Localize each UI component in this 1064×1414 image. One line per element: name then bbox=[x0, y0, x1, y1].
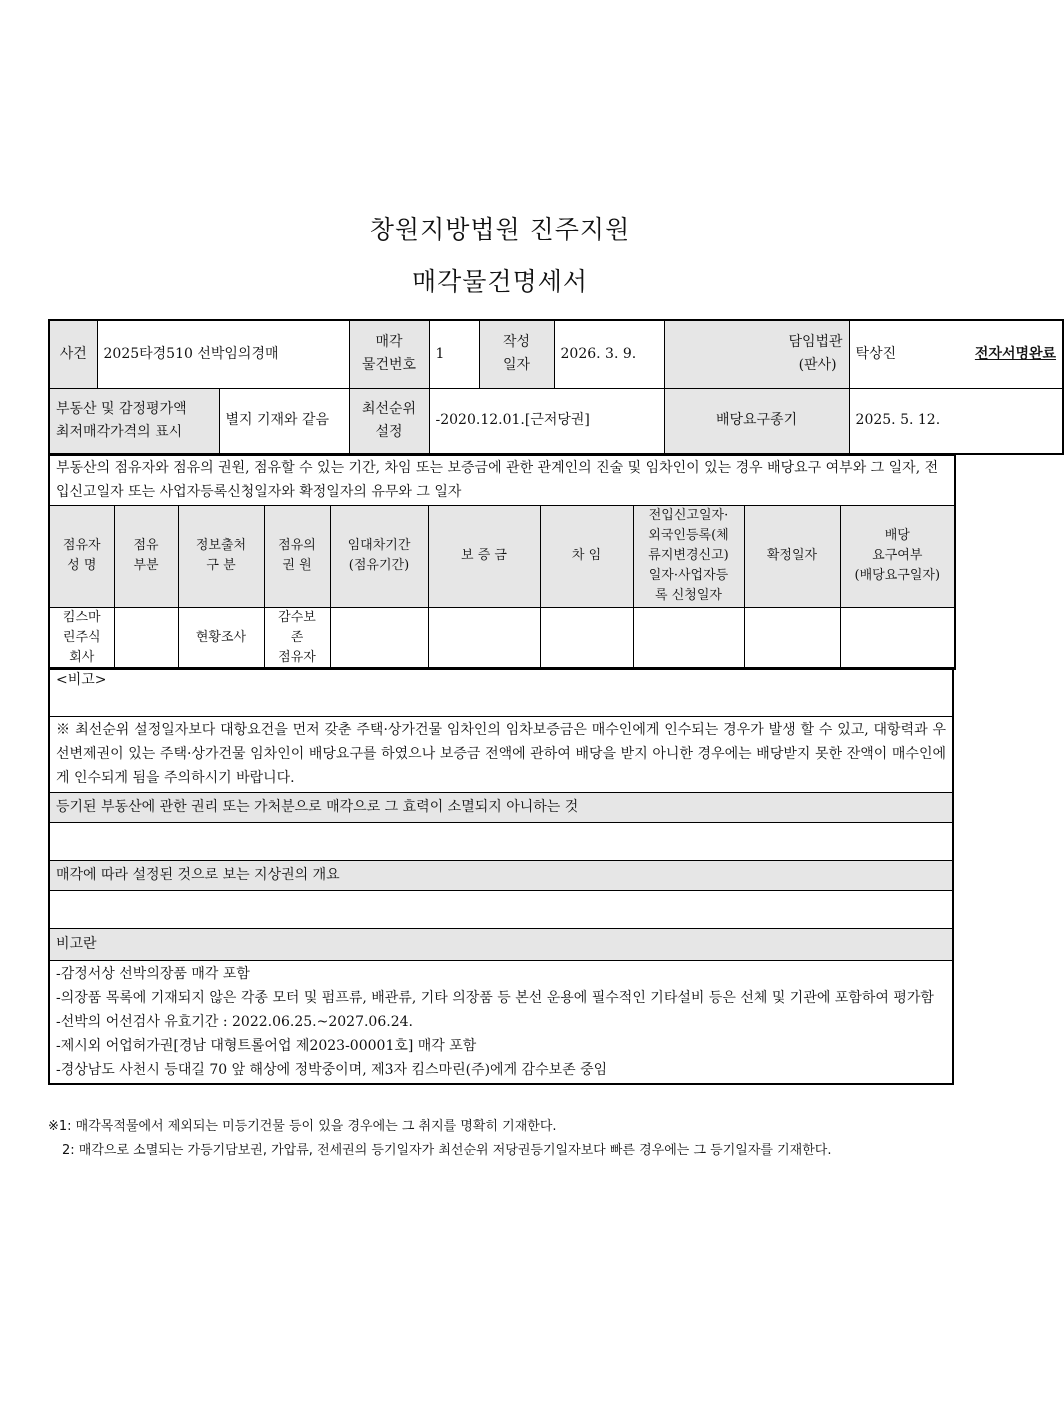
dividend-deadline-value: 2025. 5. 12. bbox=[849, 388, 1063, 454]
occupied-part bbox=[114, 607, 178, 669]
superficies-value bbox=[49, 890, 953, 928]
dividend-deadline-label: 배당요구종기 bbox=[664, 388, 849, 454]
occupancy-right: 감수보 존 점유자 bbox=[264, 607, 330, 669]
registered-rights-label: 등기된 부동산에 관한 권리 또는 가처분으로 매각으로 그 효력이 소멸되지 아니하는 것 bbox=[49, 792, 953, 822]
header-move-in-date: 전입신고일자· 외국인등록(체 류지변경신고) 일자·사업자등 록 신청일자 bbox=[633, 505, 744, 607]
judge-label: 담임법관 (판사) bbox=[664, 320, 849, 388]
case-info-table bbox=[48, 319, 1064, 455]
written-date: 2026. 3. 9. bbox=[554, 320, 664, 388]
lease-period bbox=[330, 607, 428, 669]
notes-label: 비고란 bbox=[49, 928, 953, 960]
fixed-date bbox=[744, 607, 840, 669]
remarks-table bbox=[48, 667, 954, 1085]
occupancy-table bbox=[48, 454, 956, 670]
judge-name: 탁상진 bbox=[855, 345, 897, 362]
written-date-label: 작성 일자 bbox=[479, 320, 554, 388]
header-fixed-date: 확정일자 bbox=[744, 505, 840, 607]
notes-list bbox=[49, 960, 953, 1084]
superficies-label: 매각에 따라 설정된 것으로 보는 지상권의 개요 bbox=[49, 860, 953, 890]
info-source: 현황조사 bbox=[178, 607, 264, 669]
judge-cell bbox=[849, 320, 1063, 388]
document-title: 매각물건명세서 bbox=[411, 267, 589, 296]
header-occupant-name: 점유자 성 명 bbox=[49, 505, 114, 607]
header-deposit: 보 증 금 bbox=[428, 505, 540, 607]
list-item: -경상남도 사천시 등대길 70 앞 해상에 정박중이며, 제3자 킴스마린(주)에게 감수보존 중임 bbox=[56, 1061, 608, 1078]
e-signature: 전자서명완료 bbox=[974, 345, 1057, 362]
header-occupancy-right: 점유의 권 원 bbox=[264, 505, 330, 607]
header-info-source: 정보출처 구 분 bbox=[178, 505, 264, 607]
property-value: 별지 기재와 같음 bbox=[219, 388, 349, 454]
dividend-request bbox=[840, 607, 955, 669]
list-item: -선박의 어선검사 유효기간 : 2022.06.25.~2027.06.24. bbox=[56, 1013, 413, 1030]
list-item: -의장품 목록에 기재되지 않은 각종 모터 및 펌프류, 배관류, 기타 의장품 등 본선 운용에 필수적인 기타설비 등은 선체 및 기관에 포함하여 평가함 bbox=[56, 989, 934, 1006]
header-dividend-request: 배당 요구여부 (배당요구일자) bbox=[840, 505, 955, 607]
case-label: 사건 bbox=[49, 320, 97, 388]
occupancy-intro: 부동산의 점유자와 점유의 권원, 점유할 수 있는 기간, 차임 또는 보증금에 관한 관계인의 진술 및 임차인이 있는 경우 배당요구 여부와 그 일자, 전입신고일자 또는 사업자등록신청일자와 확정일자의 유무와 그 일자 bbox=[49, 455, 955, 505]
item-number: 1 bbox=[429, 320, 479, 388]
remarks-label: <비고> bbox=[49, 668, 953, 716]
case-number: 2025타경510 선박임의경매 bbox=[97, 320, 349, 388]
header-lease-period: 임대차기간 (점유기간) bbox=[330, 505, 428, 607]
header-occupied-part: 점유 부분 bbox=[114, 505, 178, 607]
court-name: 창원지방법원 진주지원 bbox=[369, 215, 631, 244]
move-in-date bbox=[633, 607, 744, 669]
notice-text: ※ 최선순위 설정일자보다 대항요건을 먼저 갖춘 주택·상가건물 임차인의 임차보증금은 매수인에게 인수되는 경우가 발생 할 수 있고, 대항력과 우선변제권이 있는 주택·상가건물 임차인이 배당요구를 하였으나 보증금 전액에 관하여 배당을 받지 아니한 경우에는 배당받지 못한 잔액이 매수인에게 인수되게 됨을 주의하시기 바랍니다. bbox=[49, 716, 953, 792]
footnote-1: ※1: 매각목적물에서 제외되는 미등기건물 등이 있을 경우에는 그 취지를 명확히 기재한다. bbox=[48, 1119, 557, 1134]
property-label: 부동산 및 감정평가액 최저매각가격의 표시 bbox=[49, 388, 219, 454]
footnote-2: 2: 매각으로 소멸되는 가등기담보권, 가압류, 전세권의 등기일자가 최선순위 저당권등기일자보다 빠른 경우에는 그 등기일자를 기재한다. bbox=[62, 1143, 832, 1158]
senior-setting-value: -2020.12.01.[근저당권] bbox=[429, 388, 664, 454]
item-number-label: 매각 물건번호 bbox=[349, 320, 429, 388]
list-item: -감정서상 선박의장품 매각 포함 bbox=[56, 965, 250, 982]
deposit bbox=[428, 607, 540, 669]
registered-rights-value bbox=[49, 822, 953, 860]
occupant-name: 킴스마 린주식 회사 bbox=[49, 607, 114, 669]
table-row bbox=[49, 607, 955, 669]
header-rent: 차 임 bbox=[540, 505, 633, 607]
list-item: -제시외 어업허가권[경남 대형트롤어업 제2023-00001호] 매각 포함 bbox=[56, 1037, 477, 1054]
rent bbox=[540, 607, 633, 669]
senior-setting-label: 최선순위 설정 bbox=[349, 388, 429, 454]
